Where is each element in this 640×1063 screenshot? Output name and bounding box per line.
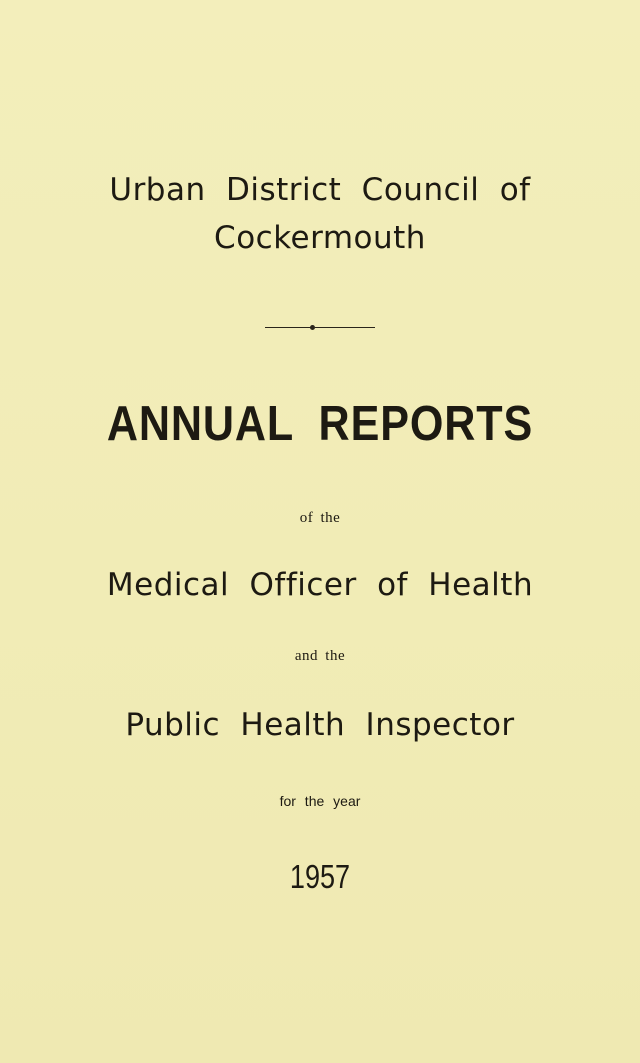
divider-rule-left: [265, 327, 311, 328]
for-the-year-text: for the year: [279, 793, 361, 809]
divider-ornament: [265, 327, 375, 329]
inspector-heading: Public Health Inspector: [125, 707, 515, 743]
divider-rule-right: [315, 327, 375, 328]
medical-officer-heading: Medical Officer of Health: [106, 567, 534, 603]
council-name-line2: Cockermouth: [214, 220, 426, 256]
and-the-text: and the: [294, 648, 346, 664]
report-year: 1957: [289, 858, 351, 895]
of-the-text: of the: [299, 510, 341, 526]
council-name-line1: Urban District Council of: [109, 172, 531, 208]
report-title: ANNUAL REPORTS: [106, 397, 534, 451]
